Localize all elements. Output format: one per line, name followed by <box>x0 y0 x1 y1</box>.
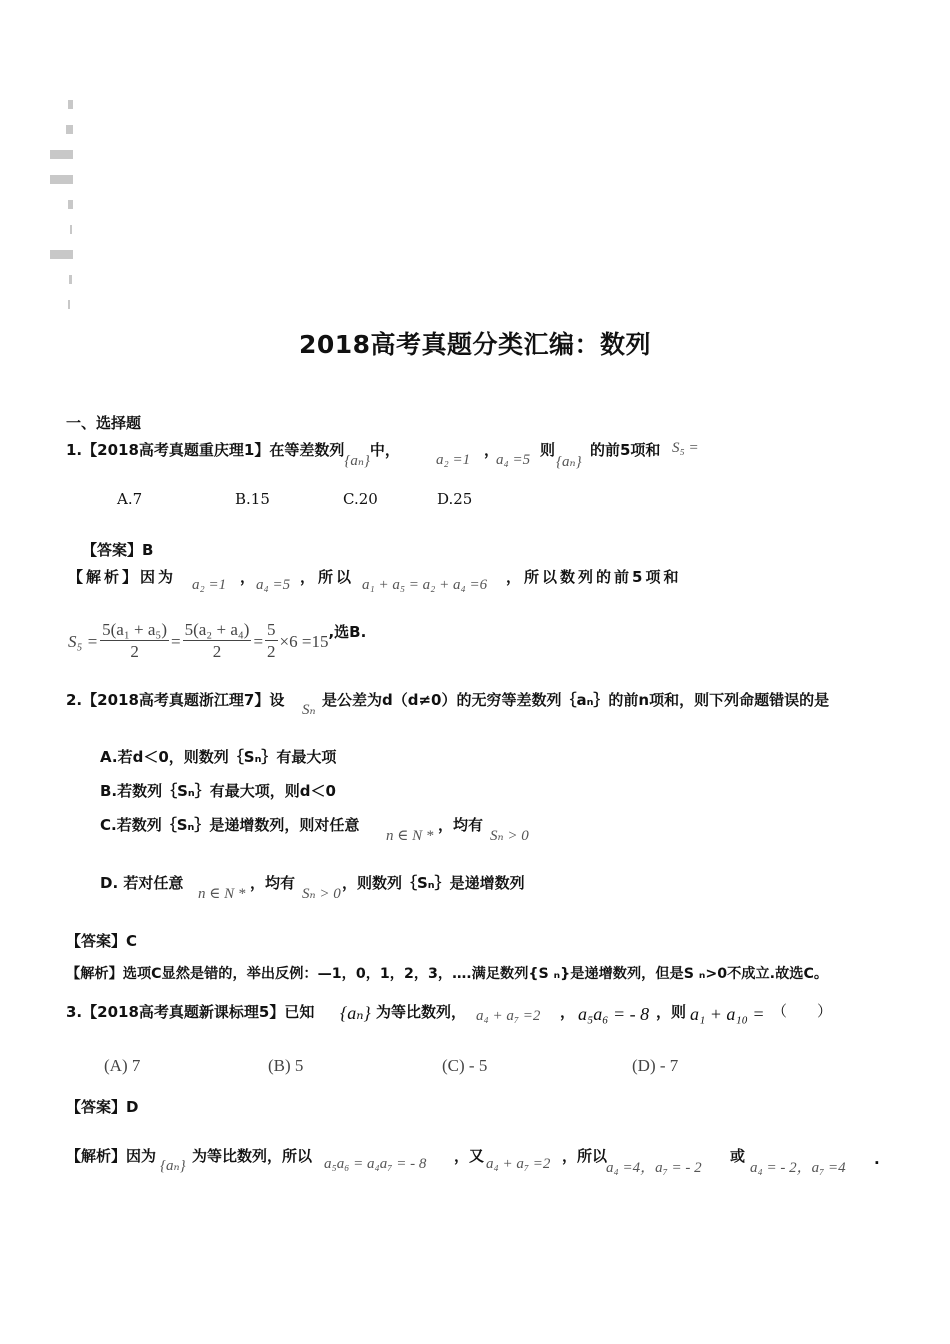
q1-analysis-label: 【解析】因为 <box>68 568 177 586</box>
q2-header: 2.【2018高考真题浙江理7】设 <box>66 691 285 709</box>
q3-analysis-mid: 为等比数列，所以 <box>192 1147 313 1165</box>
q2-option-d-math2: Sₙ > 0 <box>302 886 341 902</box>
q3-option-a: (A) 7 <box>104 1056 141 1075</box>
fraction-3: $\frac{5}{2}$ <box>267 620 276 661</box>
q1-then: 则 <box>540 441 556 459</box>
fraction-2: $\frac{\text{5(a₂ + a₄)}}{2}$ <box>184 620 250 661</box>
q2-option-b: B.若数列｛Sₙ｝有最大项，则d＜0 <box>100 782 336 800</box>
q2-option-c-mid: ，均有 <box>438 816 484 834</box>
q1-answer: 【答案】B <box>82 541 154 559</box>
q1-tail: 的前5项和 <box>590 441 661 459</box>
q1-cond2: a₄ =5 <box>496 452 531 468</box>
page-title: 2018高考真题分类汇编：数列 <box>298 330 652 359</box>
q1-sum-formula: S₅ = $\frac{\text{5(a₁ + a₅)}}{2}$ = $\frac{\text{5(a₂ + a₄)}}{2}$ = $\frac{5}{2}$ ×6 =15 ,选B. <box>68 620 367 661</box>
q1-option-b: B.15 <box>235 490 270 508</box>
q1-sep: ， <box>484 441 500 459</box>
fraction-1: $\frac{\text{5(a₁ + a₅)}}{2}$ <box>102 620 167 661</box>
q3-analysis-end: . <box>874 1150 880 1168</box>
q1-analysis-tail: ，所以数列的前5项和 <box>506 568 682 586</box>
q3-cond1: a₄ + a₇ =2 <box>476 1008 541 1024</box>
q1-option-d: D.25 <box>437 490 473 508</box>
q2-analysis: 【解析】选项C显然是错的，举出反例：—1，0，1，2，3，….满足数列{S ₙ}是递增数列，但是S ₙ>0不成立.故选C。 <box>66 966 829 982</box>
q3-analysis-eq2: a₄ + a₇ =2 <box>486 1156 551 1172</box>
q1-seq2: {aₙ} <box>556 454 582 470</box>
q2-option-d: D. 若对任意 <box>100 874 184 892</box>
q2-option-c-math2: Sₙ > 0 <box>490 828 529 844</box>
q3-analysis-eq3: a₄ =4，a₇ = - 2 <box>606 1160 702 1176</box>
q2-option-d-tail: ，则数列｛Sₙ｝是递增数列 <box>342 874 525 892</box>
q1-analysis-sep: ， <box>240 568 256 586</box>
q3-answer: 【答案】D <box>66 1098 139 1116</box>
q3-analysis-seq: {aₙ} <box>160 1158 186 1174</box>
q2-option-a: A.若d＜0，则数列｛Sₙ｝有最大项 <box>100 748 337 766</box>
q3-analysis-again: ，又 <box>454 1147 485 1165</box>
q3-seq: {aₙ} <box>340 1003 371 1023</box>
q3-then: ，则 <box>656 1003 687 1021</box>
q3-analysis-eq1: a₅a₆ = a₄a₇ = - 8 <box>324 1156 427 1172</box>
q2-option-c-math1: n ∈ N * <box>386 828 434 844</box>
q2-stem: 是公差为d（d≠0）的无穷等差数列｛aₙ｝的前n项和，则下列命题错误的是 <box>322 691 830 709</box>
q1-analysis-so: ，所以 <box>300 568 355 586</box>
q1-option-c: C.20 <box>343 490 378 508</box>
q3-option-c: (C) - 5 <box>442 1056 488 1075</box>
q1-ask: S₅ = <box>672 440 699 456</box>
q3-blank: （ ） <box>772 1002 833 1020</box>
q1-analysis-cond1: a₂ =1 <box>192 577 227 593</box>
q3-option-d: (D) - 7 <box>632 1056 679 1075</box>
q3-option-b: (B) 5 <box>268 1056 304 1075</box>
section-heading: 一、选择题 <box>66 414 142 432</box>
q3-analysis-eq4: a₄ = - 2，a₇ =4 <box>750 1160 846 1176</box>
q3-analysis-so: ，所以 <box>562 1147 608 1165</box>
q3-header: 3.【2018高考真题新课标理5】已知 <box>66 1003 315 1021</box>
q2-answer: 【答案】C <box>66 932 138 950</box>
q3-analysis-or: 或 <box>730 1147 746 1165</box>
q3-sep: ， <box>560 1003 576 1021</box>
q2-option-d-mid: ，均有 <box>250 874 296 892</box>
q2-option-c: C.若数列｛Sₙ｝是递增数列，则对任意 <box>100 816 360 834</box>
q1-analysis-eq: a₁ + a₅ = a₂ + a₄ =6 <box>362 577 488 593</box>
q1-stem: 1.【2018高考真题重庆理1】在等差数列{aₙ}中， <box>66 441 400 469</box>
q3-mid: 为等比数列， <box>376 1003 467 1021</box>
q3-cond2: a₅a₆ = - 8 <box>578 1004 650 1024</box>
q1-option-a: A.7 <box>117 490 143 508</box>
q2-option-d-math1: n ∈ N * <box>198 886 246 902</box>
q2-sn: Sₙ <box>302 702 316 718</box>
q3-ask: a₁ + a₁₀ = <box>690 1004 765 1024</box>
q1-analysis-cond2: a₄ =5 <box>256 577 291 593</box>
q1-cond1: a₂ =1 <box>436 452 471 468</box>
q3-analysis-label: 【解析】因为 <box>66 1147 157 1165</box>
